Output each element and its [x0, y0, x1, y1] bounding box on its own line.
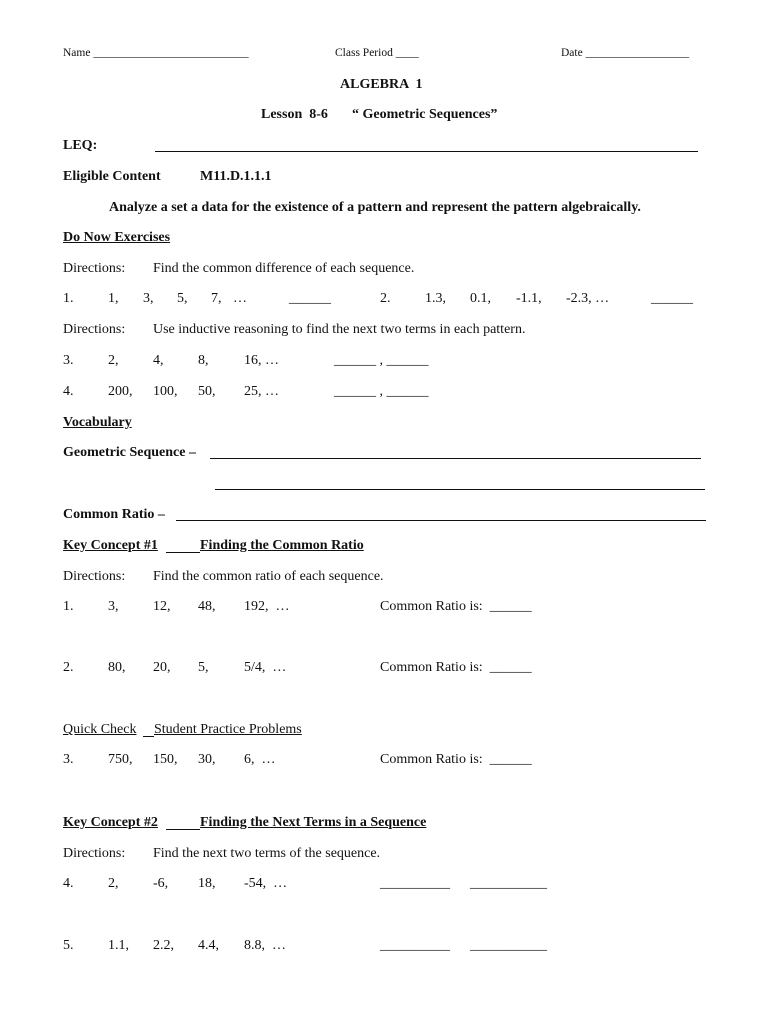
problem-number: 4. [63, 384, 74, 399]
answer-blanks[interactable]: ______ , ______ [334, 384, 429, 399]
sequence-term: 150, [153, 752, 178, 767]
vocabulary-heading: Vocabulary [63, 415, 132, 430]
heading-underline [166, 552, 200, 553]
sequence-term: 1.1, [108, 938, 129, 953]
sequence-term: -1.1, [516, 291, 542, 306]
directions-label: Directions: [63, 846, 126, 861]
problem-number: 1. [63, 291, 74, 306]
answer-blank[interactable]: ______ [289, 291, 331, 306]
eligible-content-label: Eligible Content [63, 169, 161, 184]
key-concept-2-label: Key Concept #2 [63, 815, 158, 830]
sequence-term: 2, [108, 876, 119, 891]
vocab-term-common-ratio: Common Ratio – [63, 507, 165, 522]
sequence-term: -54, … [244, 876, 288, 891]
sequence-term: 20, [153, 660, 171, 675]
sequence-term: 4.4, [198, 938, 219, 953]
sequence-term: 5/4, … [244, 660, 287, 675]
date-field-label: Date __________________ [561, 47, 690, 59]
definition-line [176, 520, 706, 521]
problem-number: 2. [63, 660, 74, 675]
sequence-term: 3, [108, 599, 119, 614]
sequence-term: 6, … [244, 752, 276, 767]
common-ratio-answer[interactable]: Common Ratio is: ______ [380, 660, 532, 675]
key-concept-2-title: Finding the Next Terms in a Sequence [200, 815, 427, 830]
lesson-title: “ Geometric Sequences” [352, 107, 498, 122]
do-now-heading: Do Now Exercises [63, 230, 171, 245]
heading-underline [166, 829, 200, 830]
directions-label: Directions: [63, 261, 126, 276]
eligible-content-code: M11.D.1.1.1 [200, 169, 272, 184]
course-title: ALGEBRA 1 [340, 77, 423, 92]
sequence-term: 12, [153, 599, 171, 614]
key-concept-1-title: Finding the Common Ratio [200, 538, 364, 553]
lesson-number: Lesson 8-6 [261, 107, 328, 122]
sequence-term: 200, [108, 384, 133, 399]
problem-number: 4. [63, 876, 74, 891]
sequence-term: 3, [143, 291, 154, 306]
directions-text: Find the common ratio of each sequence. [153, 569, 384, 584]
heading-underline [143, 736, 154, 737]
directions-text: Find the common difference of each sequence. [153, 261, 415, 276]
sequence-term: 7, [211, 291, 222, 306]
vocab-term-geometric-sequence: Geometric Sequence – [63, 445, 196, 460]
sequence-term: 2.2, [153, 938, 174, 953]
sequence-term: 5, [198, 660, 209, 675]
definition-line [210, 458, 701, 459]
sequence-term: … [233, 291, 247, 306]
sequence-term: 30, [198, 752, 216, 767]
problem-number: 2. [380, 291, 391, 306]
sequence-term: 192, … [244, 599, 290, 614]
leq-answer-line [155, 151, 698, 152]
answer-blank[interactable]: __________ [380, 938, 450, 953]
name-field-label: Name ___________________________ [63, 47, 249, 59]
common-ratio-answer[interactable]: Common Ratio is: ______ [380, 752, 532, 767]
sequence-term: -6, [153, 876, 169, 891]
sequence-term: 100, [153, 384, 178, 399]
sequence-term: 80, [108, 660, 126, 675]
standard-statement: Analyze a set a data for the existence of a pattern and represent the pattern algebraically. [109, 200, 641, 215]
sequence-term: 2, [108, 353, 119, 368]
sequence-term: 50, [198, 384, 216, 399]
sequence-term: 25, … [244, 384, 279, 399]
sequence-term: 8.8, … [244, 938, 286, 953]
answer-blanks[interactable]: ______ , ______ [334, 353, 429, 368]
sequence-term: -2.3, … [566, 291, 610, 306]
sequence-term: 1, [108, 291, 119, 306]
sequence-term: 5, [177, 291, 188, 306]
quick-check-title: Student Practice Problems [154, 722, 302, 737]
directions-label: Directions: [63, 322, 126, 337]
directions-text: Find the next two terms of the sequence. [153, 846, 381, 861]
sequence-term: 16, … [244, 353, 279, 368]
sequence-term: 1.3, [425, 291, 446, 306]
problem-number: 3. [63, 353, 74, 368]
directions-text: Use inductive reasoning to find the next two terms in each pattern. [153, 322, 526, 337]
sequence-term: 0.1, [470, 291, 491, 306]
answer-blank[interactable]: __________ [380, 876, 450, 891]
sequence-term: 8, [198, 353, 209, 368]
problem-number: 1. [63, 599, 74, 614]
quick-check-label: Quick Check [63, 722, 137, 737]
sequence-term: 18, [198, 876, 216, 891]
problem-number: 5. [63, 938, 74, 953]
problem-number: 3. [63, 752, 74, 767]
sequence-term: 750, [108, 752, 133, 767]
key-concept-1-label: Key Concept #1 [63, 538, 158, 553]
answer-blank[interactable]: ______ [651, 291, 693, 306]
definition-line [215, 489, 705, 490]
directions-label: Directions: [63, 569, 126, 584]
class-period-label: Class Period ____ [335, 47, 419, 59]
sequence-term: 48, [198, 599, 216, 614]
answer-blank[interactable]: ___________ [470, 876, 547, 891]
leq-label: LEQ: [63, 138, 98, 153]
common-ratio-answer[interactable]: Common Ratio is: ______ [380, 599, 532, 614]
sequence-term: 4, [153, 353, 164, 368]
answer-blank[interactable]: ___________ [470, 938, 547, 953]
